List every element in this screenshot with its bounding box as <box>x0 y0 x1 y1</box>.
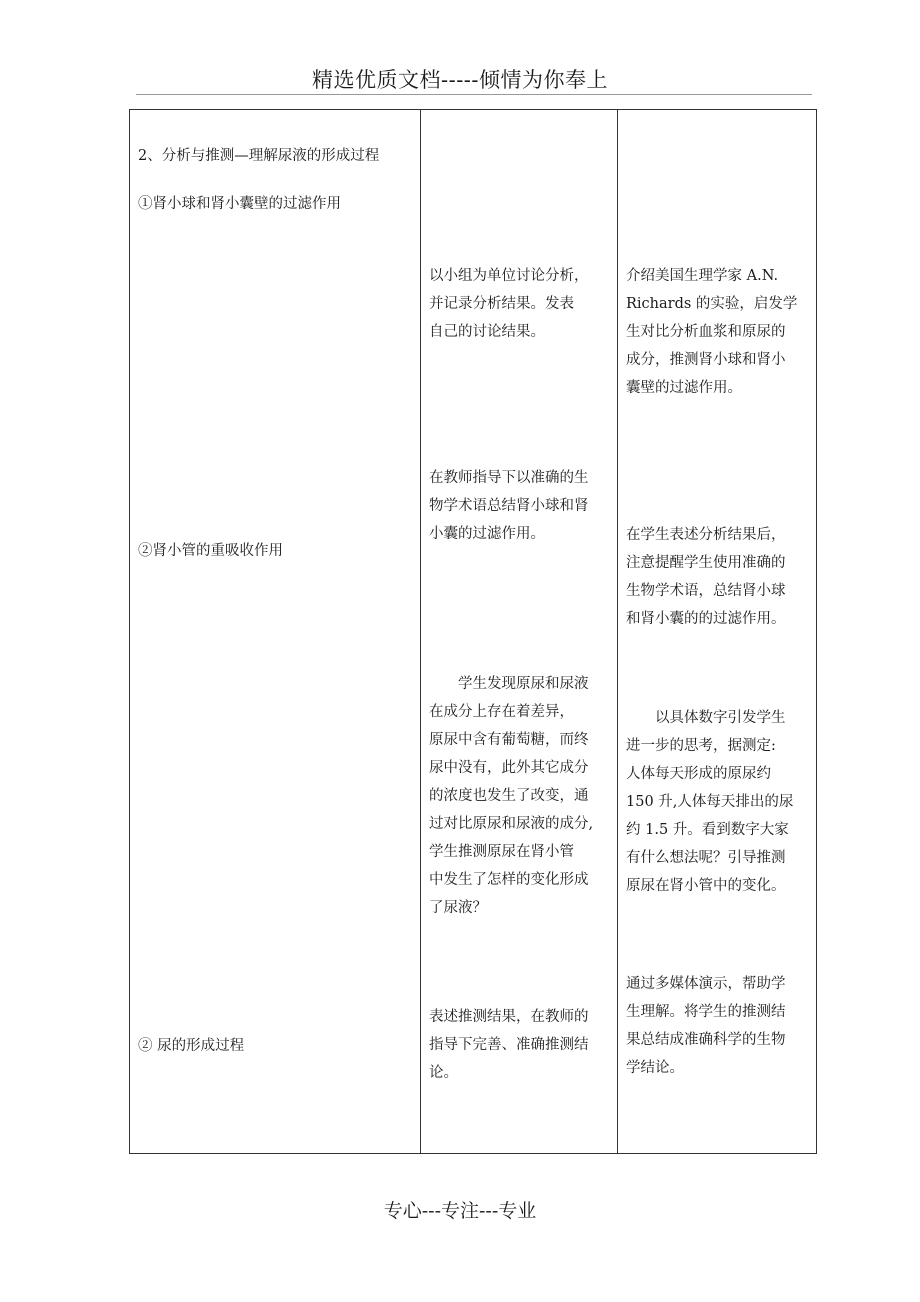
text-line: 中发生了怎样的变化形成 <box>429 872 589 888</box>
text-line: 过对比原尿和尿液的成分, <box>429 816 594 832</box>
text-line: 人体每天形成的原尿约 <box>626 766 771 782</box>
student-activity-4 <box>429 1003 614 1087</box>
lesson-table <box>129 109 817 1154</box>
text-line: 在学生表述分析结果后， <box>626 527 786 543</box>
text-line: 注意提醒学生使用准确的 <box>626 555 786 571</box>
student-activity-1 <box>429 262 614 346</box>
text-line: 果总结成准确科学的生物 <box>626 1032 786 1048</box>
text-line: 原尿中含有葡萄糖，而终 <box>429 732 589 748</box>
text-line: 有什么想法呢？引导推测 <box>626 850 786 866</box>
student-activity-3 <box>429 670 614 922</box>
text-line: 论。 <box>429 1065 458 1081</box>
text-line: 小囊的过滤作用。 <box>429 526 545 542</box>
text-line: 的浓度也发生了改变，通 <box>429 788 589 804</box>
text-line: 囊壁的过滤作用。 <box>626 380 742 396</box>
teacher-activity-4 <box>626 970 811 1082</box>
subsection-reabsorption: ②肾小管的重吸收作用 <box>138 543 283 559</box>
text-line: 和肾小囊的的过滤作用。 <box>626 611 786 627</box>
section-title: 2、分析与推测—理解尿液的形成过程 <box>138 148 380 164</box>
text-line: 自己的讨论结果。 <box>429 324 545 340</box>
text-line: 并记录分析结果。发表 <box>429 296 574 312</box>
text-line: 生物学术语，总结肾小球 <box>626 583 786 599</box>
text-line: 以小组为单位讨论分析， <box>429 268 589 284</box>
text-line: 成分，推测肾小球和肾小 <box>626 352 786 368</box>
header-rule <box>136 94 812 95</box>
text-line: 学生推测原尿在肾小管 <box>429 844 574 860</box>
text-line: 物学术语总结肾小球和肾 <box>429 498 589 514</box>
text-line: 表述推测结果，在教师的 <box>429 1009 589 1025</box>
text-line: 约 1.5 升。看到数字大家 <box>626 822 789 838</box>
text-line: 了尿液？ <box>429 900 487 916</box>
text-line: 在成分上存在着差异， <box>429 704 574 720</box>
teacher-activity-3 <box>626 704 811 900</box>
text-line: 原尿在肾小管中的变化。 <box>626 878 786 894</box>
text-line: 生理解。将学生的推测结 <box>626 1004 786 1020</box>
column-divider <box>617 110 618 1153</box>
page-header: 精选优质文档-----倾情为你奉上 <box>312 68 608 92</box>
text-line: 在教师指导下以准确的生 <box>429 470 589 486</box>
column-divider <box>420 110 421 1153</box>
teacher-activity-1 <box>626 262 811 402</box>
text-line: 指导下完善、准确推测结 <box>429 1037 589 1053</box>
text-line: 进一步的思考，据测定: <box>626 738 776 754</box>
text-line: 通过多媒体演示，帮助学 <box>626 976 786 992</box>
text-line: 生对比分析血浆和原尿的 <box>626 324 786 340</box>
text-line: 学结论。 <box>626 1060 684 1076</box>
text-line: 学生发现原尿和尿液 <box>458 676 589 692</box>
page-footer: 专心---专注---专业 <box>383 1200 537 1222</box>
teacher-activity-2 <box>626 521 811 633</box>
text-line: 以具体数字引发学生 <box>655 710 786 726</box>
text-line: Richards 的实验，启发学 <box>626 296 798 312</box>
text-line: 150 升,人体每天排出的尿 <box>626 794 794 810</box>
subsection-filtration: ①肾小球和肾小囊壁的过滤作用 <box>138 196 341 212</box>
text-line: 介绍美国生理学家 A.N. <box>626 268 779 284</box>
subsection-urine-formation: ② 尿的形成过程 <box>138 1038 245 1054</box>
text-line: 尿中没有，此外其它成分 <box>429 760 589 776</box>
student-activity-2 <box>429 464 614 548</box>
